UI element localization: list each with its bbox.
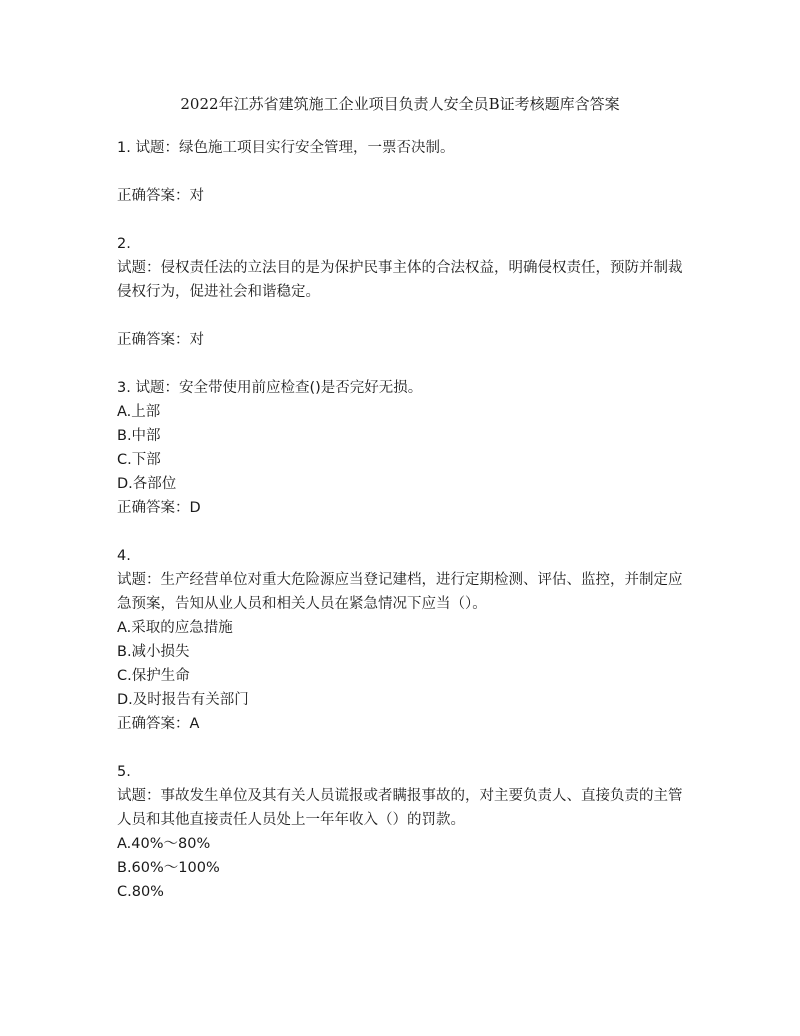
question-3-option-a: A.上部 (117, 404, 161, 420)
question-2-number: 2. (117, 236, 131, 252)
question-5-text-line-2: 人员和其他直接责任人员处上一年年收入（）的罚款。 (117, 812, 465, 828)
question-4-option-c: C.保护生命 (117, 668, 190, 684)
question-5-number: 5. (117, 764, 131, 780)
question-3-answer: 正确答案：D (117, 500, 201, 516)
question-4-option-b: B.减小损失 (117, 644, 190, 660)
spacer (117, 208, 697, 232)
question-4-option-d: D.及时报告有关部门 (117, 692, 249, 708)
question-1-answer: 正确答案：对 (117, 188, 204, 204)
question-2-answer: 正确答案：对 (117, 332, 204, 348)
question-5-option-b: B.60%～100% (117, 860, 220, 876)
question-list (117, 136, 697, 904)
question-2-text-line-1: 试题：侵权责任法的立法目的是为保护民事主体的合法权益，明确侵权责任，预防并制裁 (117, 260, 683, 276)
question-2-text-line-2: 侵权行为，促进社会和谐稳定。 (117, 284, 320, 300)
question-3-option-c: C.下部 (117, 452, 161, 468)
question-3-option-b: B.中部 (117, 428, 161, 444)
question-5-text-line-1: 试题：事故发生单位及其有关人员谎报或者瞒报事故的，对主要负责人、直接负责的主管 (117, 788, 683, 804)
document-title: 2022年江苏省建筑施工企业项目负责人安全员B证考核题库含答案 (180, 95, 620, 113)
spacer (117, 520, 697, 544)
question-5-option-c: C.80% (117, 884, 164, 900)
question-3-text: 3. 试题：安全带使用前应检查()是否完好无损。 (117, 380, 423, 396)
spacer (117, 352, 697, 376)
question-4-text-line-1: 试题：生产经营单位对重大危险源应当登记建档，进行定期检测、评估、监控，并制定应 (117, 572, 683, 588)
question-4-answer: 正确答案：A (117, 716, 200, 732)
question-5-option-a: A.40%～80% (117, 836, 211, 852)
question-4-text-line-2: 急预案，告知从业人员和相关人员在紧急情况下应当（）。 (117, 596, 487, 612)
question-1-text: 1. 试题：绿色施工项目实行安全管理，一票否决制。 (117, 140, 455, 156)
spacer (117, 736, 697, 760)
question-4-option-a: A.采取的应急措施 (117, 620, 233, 636)
question-3-option-d: D.各部位 (117, 476, 177, 492)
spacer (117, 160, 697, 184)
spacer (117, 304, 697, 328)
question-4-number: 4. (117, 548, 131, 564)
